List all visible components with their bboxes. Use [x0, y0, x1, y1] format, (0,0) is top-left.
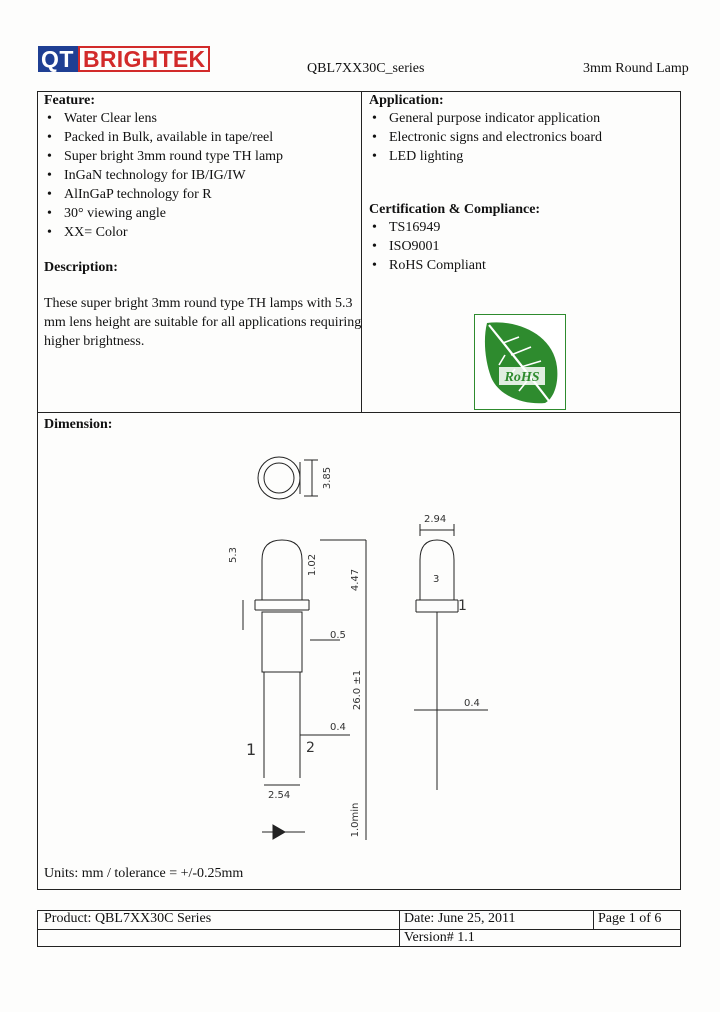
feature-item: • InGaN technology for IB/IG/IW — [44, 166, 359, 185]
certification-item: • TS16949 — [369, 218, 674, 237]
application-item: • Electronic signs and electronics board — [369, 128, 674, 147]
dim-lens-height: 5.3 — [228, 547, 239, 563]
feature-item: • AlInGaP technology for R — [44, 185, 359, 204]
feature-item: • Super bright 3mm round type TH lamp — [44, 147, 359, 166]
dim-top-diameter: 3.85 — [322, 466, 333, 490]
footer-divider-1 — [399, 910, 400, 947]
dim-lead-length: 26.0 ±1 — [352, 669, 363, 711]
certification-item: • RoHS Compliant — [369, 256, 674, 275]
dim-flange: 1.02 — [307, 553, 318, 577]
feature-section — [44, 93, 359, 242]
rohs-logo — [474, 314, 566, 410]
product-type: 3mm Round Lamp — [583, 61, 689, 76]
footer-divider-2 — [593, 910, 594, 929]
footer-row-divider — [37, 929, 681, 930]
dim-spacing: 2.54 — [268, 790, 291, 801]
logo-brightek: BRIGHTEK — [78, 46, 211, 72]
feature-heading: Feature: — [44, 93, 96, 108]
dim-min-length: 1.0min — [350, 802, 361, 838]
application-list — [369, 109, 674, 166]
rohs-logo-text: RoHS — [504, 370, 540, 385]
dim-three: 3 — [433, 574, 440, 585]
dim-one-a: 1 — [458, 598, 467, 614]
leaf-icon — [475, 315, 565, 409]
dim-two: 2 — [306, 740, 315, 756]
feature-item: • 30° viewing angle — [44, 204, 359, 223]
feature-list — [44, 109, 359, 242]
dim-one-b: 1 — [246, 740, 257, 759]
application-item: • General purpose indicator application — [369, 109, 674, 128]
units-note: Units: mm / tolerance = +/-0.25mm — [44, 866, 244, 881]
logo-qt: QT — [38, 46, 78, 72]
certification-section — [369, 202, 674, 275]
dimension-heading: Dimension: — [44, 417, 113, 432]
front-view — [243, 540, 366, 840]
top-view — [258, 457, 318, 499]
dimension-drawing — [200, 440, 520, 840]
application-item: • LED lighting — [369, 147, 674, 166]
info-divider — [361, 91, 362, 413]
footer-page: Page 1 of 6 — [598, 911, 662, 926]
footer-date: Date: June 25, 2011 — [404, 911, 516, 926]
dim-total-height: 4.47 — [350, 568, 361, 592]
footer-product: Product: QBL7XX30C Series — [44, 911, 212, 926]
certification-heading: Certification & Compliance: — [369, 202, 541, 217]
dim-lead-width: 0.4 — [330, 722, 346, 733]
footer-version: Version# 1.1 — [404, 930, 475, 945]
feature-item: • Packed in Bulk, available in tape/reel — [44, 128, 359, 147]
description-heading: Description: — [44, 260, 118, 275]
company-logo — [38, 46, 210, 72]
certification-item: • ISO9001 — [369, 237, 674, 256]
dim-side-lead: 0.4 — [464, 698, 480, 709]
dim-width-top: 2.94 — [424, 514, 447, 525]
series-title: QBL7XX30C_series — [307, 61, 425, 76]
description-text: These super bright 3mm round type TH lamps with 5.3 mm lens height are suitable for all applications requiring higher brightness. — [44, 296, 362, 349]
application-section — [369, 93, 674, 166]
side-view — [414, 524, 488, 790]
application-heading: Application: — [369, 93, 444, 108]
feature-item: • XX= Color — [44, 223, 359, 242]
dim-lead-pitch: 0.5 — [330, 630, 346, 641]
certification-list — [369, 218, 674, 275]
feature-item: • Water Clear lens — [44, 109, 359, 128]
